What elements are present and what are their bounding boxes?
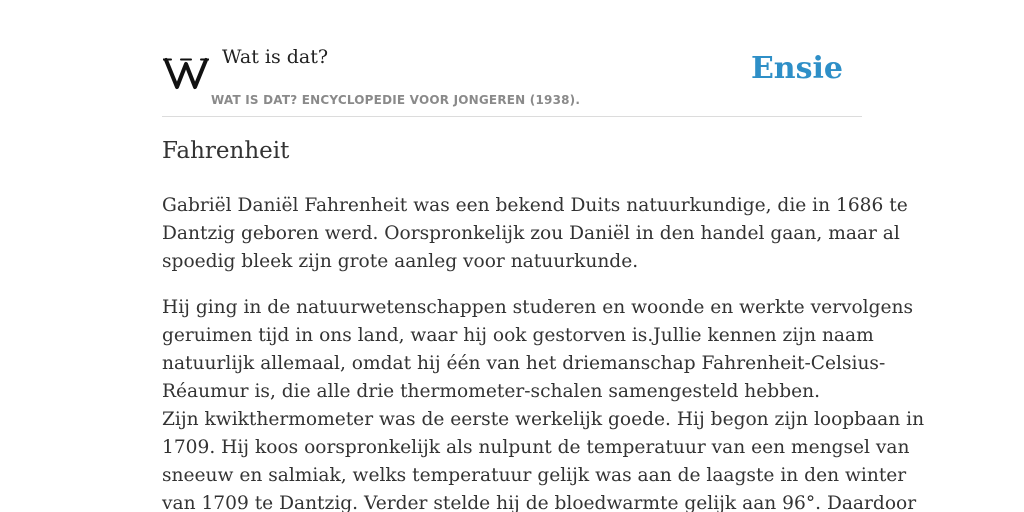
paragraph-line: 1709. Hij koos oorspronkelijk als nulpunt de temperatuur van een mengsel van bbox=[162, 437, 910, 458]
article-paragraph-2 bbox=[162, 294, 925, 512]
article-title: Fahrenheit bbox=[162, 138, 290, 164]
paragraph-line: sneeuw en salmiak, welks temperatuur gelijk was aan de laagste in den winter bbox=[162, 465, 907, 486]
site-header bbox=[162, 40, 862, 117]
paragraph-line: geruimen tijd in ons land, waar hij ook gestorven is.Jullie kennen zijn naam bbox=[162, 325, 874, 346]
paragraph-line: Dantzig geboren werd. Oorspronkelijk zou Daniël in den handel gaan, maar al bbox=[162, 223, 900, 244]
paragraph-line: spoedig bleek zijn grote aanleg voor natuurkunde. bbox=[162, 251, 639, 272]
site-subtitle: WAT IS DAT? ENCYCLOPEDIE VOOR JONGEREN (1938). bbox=[211, 93, 581, 107]
brand-logo[interactable]: Ensie bbox=[750, 51, 843, 86]
wikipedia-w-icon[interactable] bbox=[163, 50, 209, 92]
article-paragraph-1 bbox=[162, 192, 908, 276]
paragraph-line: van 1709 te Dantzig. Verder stelde hij de bloedwarmte gelijk aan 96°. Daardoor bbox=[162, 493, 917, 512]
paragraph-line: Zijn kwikthermometer was de eerste werkelijk goede. Hij begon zijn loopbaan in bbox=[162, 409, 925, 430]
site-title[interactable]: Wat is dat? bbox=[222, 46, 329, 68]
paragraph-line: Réaumur is, die alle drie thermometer-schalen samengesteld hebben. bbox=[162, 381, 820, 402]
article-body bbox=[162, 192, 925, 512]
paragraph-line: natuurlijk allemaal, omdat hij één van het driemanschap Fahrenheit-Celsius- bbox=[162, 353, 886, 374]
paragraph-line: Hij ging in de natuurwetenschappen studeren en woonde en werkte vervolgens bbox=[162, 297, 914, 318]
paragraph-line: Gabriël Daniël Fahrenheit was een bekend Duits natuurkundige, die in 1686 te bbox=[162, 195, 908, 216]
